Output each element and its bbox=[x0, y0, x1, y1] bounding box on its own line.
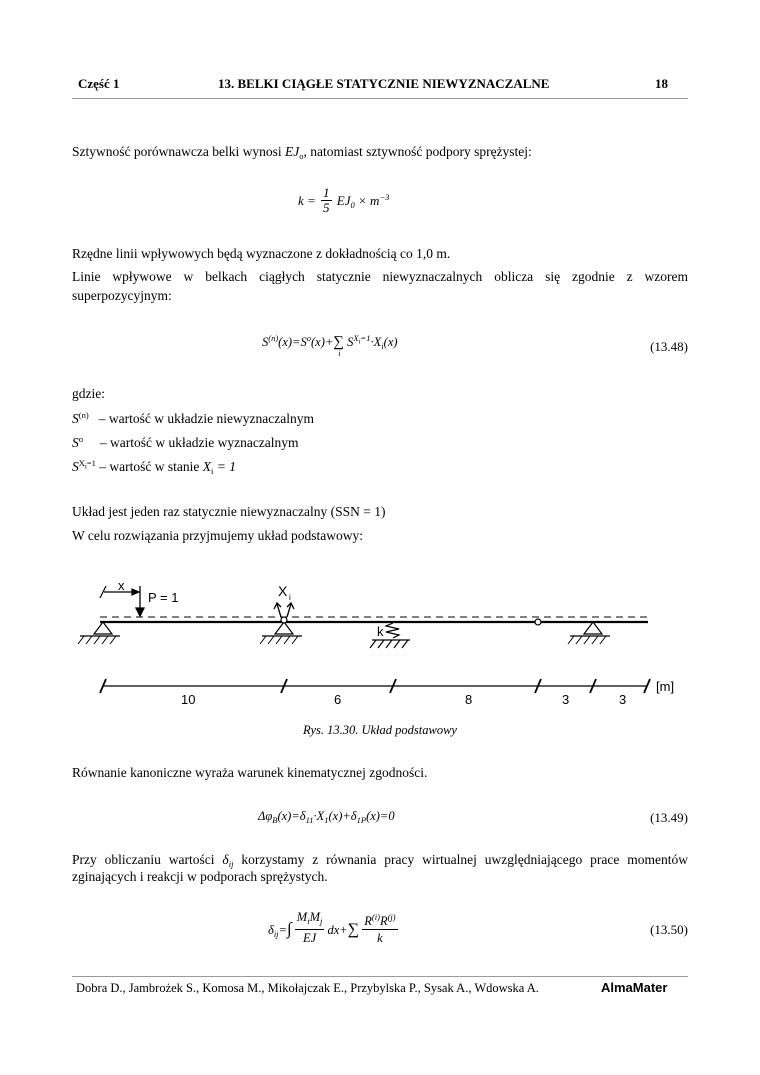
paragraph-accuracy: Rzędne linii wpływowych będą wyznaczone z dokładnością co 1,0 m. bbox=[72, 246, 451, 261]
redundant-label: X bbox=[278, 583, 288, 599]
pin-support-right bbox=[568, 622, 610, 644]
paragraph-influence-line-1: Linie wpływowe w belkach ciągłych statycznie niewyznaczalnych oblicza się zgodnie z wzorem bbox=[72, 269, 688, 284]
equation-number-13-50: (13.50) bbox=[650, 922, 688, 937]
beam-hinge bbox=[535, 619, 541, 625]
footer-publisher: AlmaMater bbox=[601, 980, 668, 995]
redundant-subscript: i bbox=[289, 593, 291, 602]
redundant-moment-arrows bbox=[274, 603, 294, 617]
spring-label: k bbox=[377, 624, 384, 639]
unit-label: [m] bbox=[656, 679, 675, 694]
paragraph-canonical: Równanie kanoniczne wyraża warunek kinematycznej zgodności. bbox=[72, 765, 428, 780]
paragraph-virtual-work-2: zginających i reakcji w podporach sprężystych. bbox=[72, 869, 328, 884]
header-title: 13. BELKI CIĄGŁE STATYCZNIE NIEWYZNACZALNE bbox=[218, 76, 550, 91]
page-number: 18 bbox=[655, 76, 668, 91]
equation-13-50: $\delta_{ij}=\int$ $M_iM_j$ EJ dx+∑ $\frac{R^{(i)}R^{(j)}}{k}$ bbox=[268, 910, 396, 945]
definition-s-o: $S^o$ – wartość w układzie wyznaczalnym bbox=[72, 434, 299, 450]
paragraph-ssn: Układ jest jeden raz statycznie niewyznaczalny (SSN = 1) bbox=[72, 504, 386, 519]
header-rule bbox=[72, 98, 688, 99]
where-label: gdzie: bbox=[72, 386, 105, 401]
definition-s-xi: $S^{X_i=1}$ – wartość w stanie $X_i = 1$ bbox=[72, 458, 236, 476]
x-label: x bbox=[118, 578, 125, 593]
span-label-2: 6 bbox=[334, 692, 342, 707]
span-label-4: 3 bbox=[562, 692, 570, 707]
header-part: Część 1 bbox=[78, 76, 120, 91]
elastic-spring-support bbox=[370, 623, 410, 648]
equation-number-13-49: (13.49) bbox=[650, 810, 688, 825]
dimension-line bbox=[100, 679, 650, 693]
paragraph-influence-line-2: superpozycyjnym: bbox=[72, 288, 172, 303]
beam-diagram bbox=[0, 570, 760, 710]
equation-13-49: $\Delta\varphi_B(x)=\delta_{11}\cdot X_1(x)+\delta_{1P}(x)=0$ bbox=[258, 809, 395, 825]
pin-support-left bbox=[78, 622, 120, 644]
paragraph-stiffness: Sztywność porównawcza belki wynosi $EJ_o$, natomiast sztywność podpory sprężystej: bbox=[72, 144, 532, 161]
figure-caption: Rys. 13.30. Układ podstawowy bbox=[303, 723, 457, 737]
footer-authors: Dobra D., Jambrożek S., Komosa M., Mikołajczak E., Przybylska P., Sysak A., Wdowska A. bbox=[76, 981, 539, 995]
equation-stiffness: k = $\frac{1}{5}$ $EJ_0 \times m^{-3}$ bbox=[298, 185, 390, 215]
span-label-1: 10 bbox=[181, 692, 196, 707]
equation-number-13-48: (13.48) bbox=[650, 339, 688, 354]
load-label: P = 1 bbox=[148, 590, 179, 605]
paragraph-basic-system: W celu rozwiązania przyjmujemy układ podstawowy: bbox=[72, 528, 364, 543]
span-label-5: 3 bbox=[619, 692, 627, 707]
definition-s-n: $S^{(n)}$ – wartość w układzie niewyznaczalnym bbox=[72, 410, 314, 426]
paragraph-virtual-work-1: Przy obliczaniu wartości $\delta_{ij}$ korzystamy z równania pracy wirtualnej uwzględniającego prace momentów bbox=[72, 852, 688, 869]
footer-rule bbox=[72, 976, 688, 977]
equation-13-48: $S^{(n)}(x)=S^o(x)+\sum$ i $S^{X_i=1}\cdot X_i(x)$ bbox=[262, 333, 398, 358]
unit-load-arrow bbox=[136, 586, 144, 616]
span-label-3: 8 bbox=[465, 692, 473, 707]
